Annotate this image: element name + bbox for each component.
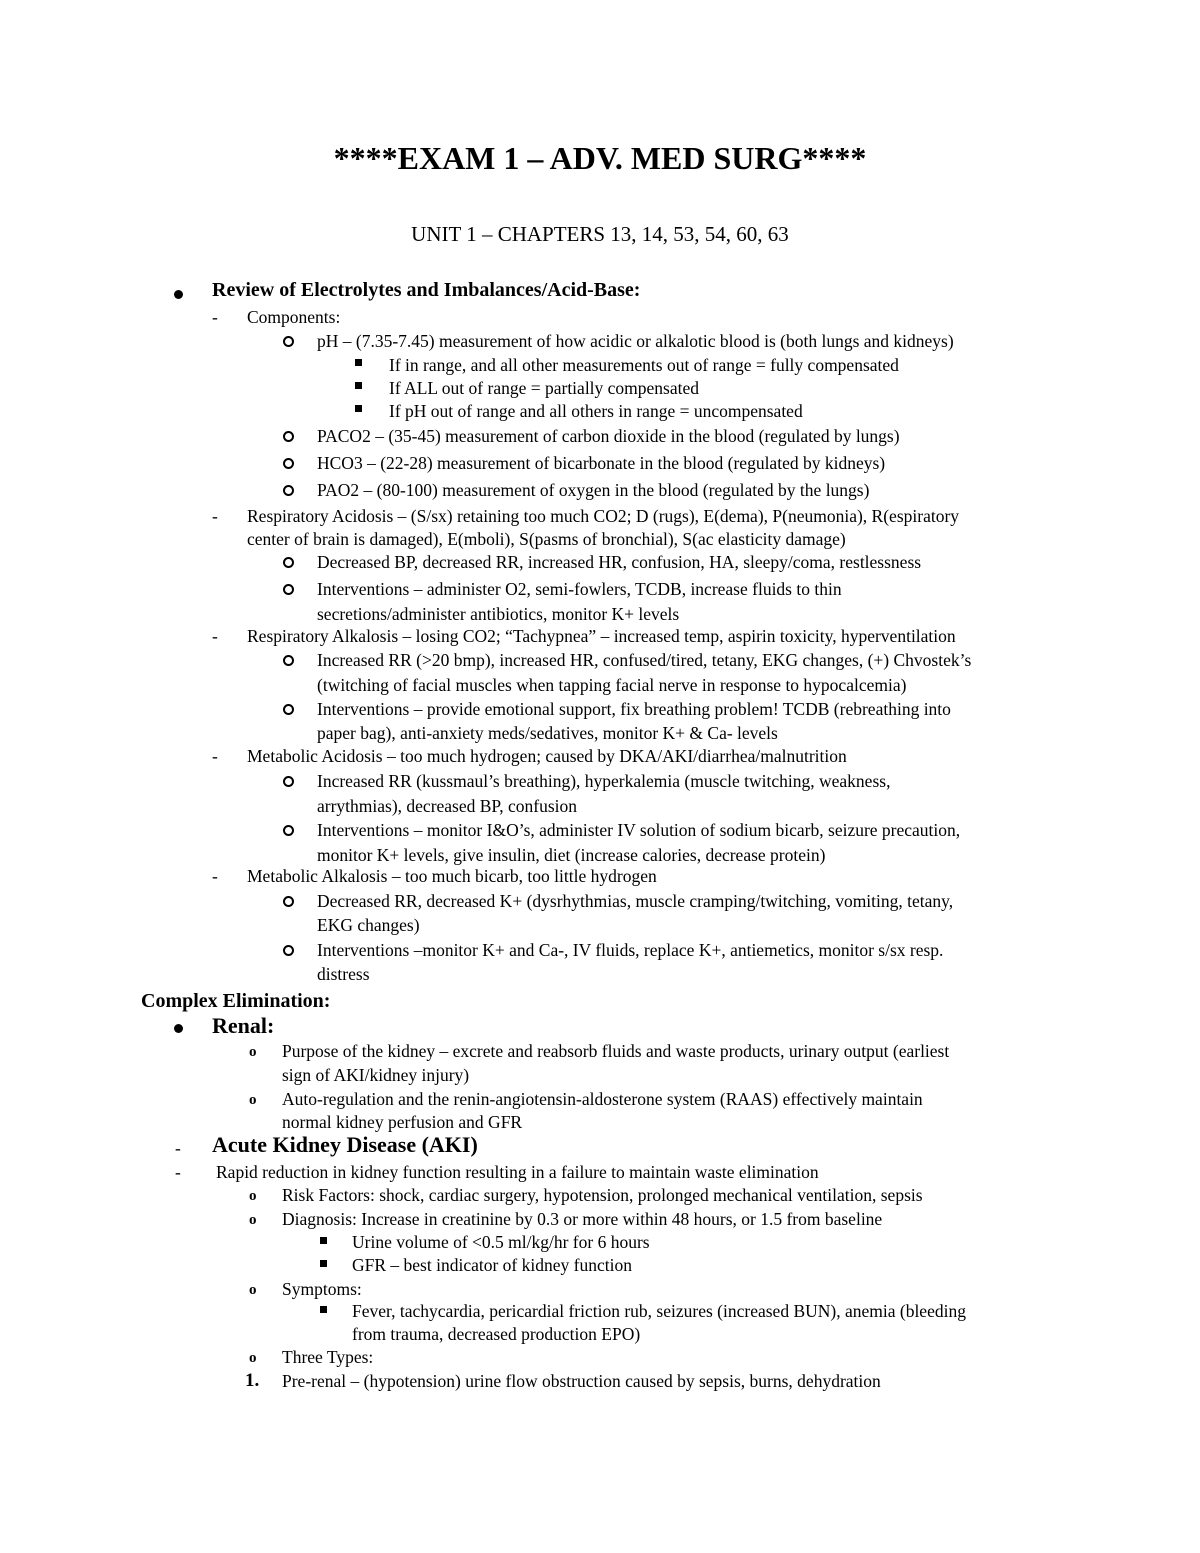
o-marker: o — [249, 1092, 257, 1108]
aki-types-label: Three Types: — [282, 1347, 374, 1367]
bullet-ring-icon — [283, 485, 294, 496]
met-acidosis-symptoms: Increased RR (kussmaul’s breathing), hyperkalemia (muscle twitching, weakness, — [317, 771, 891, 791]
pao2-line: PAO2 – (80-100) measurement of oxygen in the blood (regulated by the lungs) — [317, 480, 870, 500]
paco2-line: PACO2 – (35-45) measurement of carbon dioxide in the blood (regulated by lungs) — [317, 426, 900, 446]
met-alkalosis-line: Metabolic Alkalosis – too much bicarb, too little hydrogen — [247, 866, 657, 886]
dash-marker: - — [175, 1138, 181, 1158]
bullet-ring-icon — [283, 776, 294, 787]
aki-symptoms-label: Symptoms: — [282, 1279, 362, 1299]
met-alkalosis-interventions: distress — [317, 964, 370, 984]
resp-alkalosis-interventions: paper bag), anti-anxiety meds/sedatives, monitor K+ & Ca- levels — [317, 723, 778, 743]
dash-marker: - — [212, 866, 218, 886]
ph-rule: If in range, and all other measurements out of range = fully compensated — [389, 355, 899, 375]
o-marker: o — [249, 1044, 257, 1060]
components-label: Components: — [247, 307, 341, 327]
renal-heading: Renal: — [212, 1013, 275, 1038]
renal-purpose: sign of AKI/kidney injury) — [282, 1065, 470, 1085]
met-acidosis-interventions: Interventions – monitor I&O’s, administer IV solution of sodium bicarb, seizure precaution, — [317, 820, 961, 840]
resp-alkalosis-line: Respiratory Alkalosis – losing CO2; “Tachypnea” – increased temp, aspirin toxicity, hyperventilation — [247, 626, 956, 646]
resp-alkalosis-symptoms: (twitching of facial muscles when tapping facial nerve in response to hypocalcemia) — [317, 675, 907, 695]
dash-marker: - — [212, 626, 218, 646]
bullet-ring-icon — [283, 655, 294, 666]
aki-risk-factors: Risk Factors: shock, cardiac surgery, hypotension, prolonged mechanical ventilation, sepsis — [282, 1185, 923, 1205]
bullet-ring-icon — [283, 557, 294, 568]
type-pre-renal: Pre-renal – (hypotension) urine flow obstruction caused by sepsis, burns, dehydration — [282, 1371, 881, 1391]
bullet-square-icon — [320, 1260, 327, 1267]
page-title: ****EXAM 1 – ADV. MED SURG**** — [333, 140, 867, 176]
bullet-ring-icon — [283, 704, 294, 715]
renal-raas: normal kidney perfusion and GFR — [282, 1112, 523, 1132]
hco3-line: HCO3 – (22-28) measurement of bicarbonate in the blood (regulated by kidneys) — [317, 453, 886, 473]
met-acidosis-interventions: monitor K+ levels, give insulin, diet (increase calories, decrease protein) — [317, 845, 826, 865]
bullet-square-icon — [320, 1237, 327, 1244]
o-marker: o — [249, 1188, 257, 1204]
ph-rule: If pH out of range and all others in range = uncompensated — [389, 401, 803, 421]
renal-raas: Auto-regulation and the renin-angiotensin-aldosterone system (RAAS) effectively maintain — [282, 1089, 923, 1109]
symptom-item: from trauma, decreased production EPO) — [352, 1324, 641, 1344]
aki-definition: Rapid reduction in kidney function resulting in a failure to maintain waste elimination — [216, 1162, 819, 1182]
met-alkalosis-interventions: Interventions –monitor K+ and Ca-, IV fluids, replace K+, antiemetics, monitor s/sx resp. — [317, 940, 944, 960]
o-marker: o — [249, 1212, 257, 1228]
resp-acidosis-interventions: Interventions – administer O2, semi-fowlers, TCDB, increase fluids to thin — [317, 579, 842, 599]
bullet-ring-icon — [283, 336, 294, 347]
bullet-ring-icon — [283, 431, 294, 442]
bullet-ring-icon — [283, 825, 294, 836]
diagnosis-item: Urine volume of <0.5 ml/kg/hr for 6 hours — [352, 1232, 650, 1252]
dash-marker: - — [212, 506, 218, 526]
diagnosis-item: GFR – best indicator of kidney function — [352, 1255, 632, 1275]
bullet-square-icon — [355, 359, 362, 366]
bullet-ring-icon — [283, 945, 294, 956]
bullet-ring-icon — [283, 896, 294, 907]
bullet-disc-icon — [174, 290, 183, 299]
symptom-item: Fever, tachycardia, pericardial friction rub, seizures (increased BUN), anemia (bleeding — [352, 1301, 966, 1321]
bullet-disc-icon — [174, 1024, 183, 1033]
dash-marker: - — [212, 307, 218, 327]
unit-subtitle: UNIT 1 – CHAPTERS 13, 14, 53, 54, 60, 63 — [411, 222, 789, 246]
renal-purpose: Purpose of the kidney – excrete and reabsorb fluids and waste products, urinary output (earliest — [282, 1041, 950, 1061]
bullet-square-icon — [355, 405, 362, 412]
resp-acidosis-line: Respiratory Acidosis – (S/sx) retaining too much CO2; D (rugs), E(dema), P(neumonia), R(espiratory — [247, 506, 960, 526]
resp-alkalosis-symptoms: Increased RR (>20 bmp), increased HR, confused/tired, tetany, EKG changes, (+) Chvostek’s — [317, 650, 972, 670]
ph-line: pH – (7.35-7.45) measurement of how acidic or alkalotic blood is (both lungs and kidneys) — [317, 331, 954, 351]
type-number: 1. — [245, 1370, 260, 1391]
resp-acidosis-interventions: secretions/administer antibiotics, monitor K+ levels — [317, 604, 680, 624]
resp-acidosis-line: center of brain is damaged), E(mboli), S(pasms of bronchial), S(ac elasticity damage) — [247, 529, 846, 549]
bullet-ring-icon — [283, 458, 294, 469]
o-marker: o — [249, 1282, 257, 1298]
bullet-square-icon — [355, 382, 362, 389]
review-heading: Review of Electrolytes and Imbalances/Acid-Base: — [212, 279, 641, 301]
dash-marker: - — [212, 746, 218, 766]
ph-rule: If ALL out of range = partially compensated — [389, 378, 700, 398]
resp-acidosis-symptoms: Decreased BP, decreased RR, increased HR, confusion, HA, sleepy/coma, restlessness — [317, 552, 922, 572]
aki-heading: Acute Kidney Disease (AKI) — [212, 1132, 478, 1157]
met-alkalosis-symptoms: EKG changes) — [317, 915, 420, 935]
bullet-ring-icon — [283, 584, 294, 595]
met-acidosis-line: Metabolic Acidosis – too much hydrogen; caused by DKA/AKI/diarrhea/malnutrition — [247, 746, 847, 766]
dash-marker: - — [175, 1162, 181, 1182]
met-acidosis-symptoms: arrythmias), decreased BP, confusion — [317, 796, 577, 816]
bullet-square-icon — [320, 1306, 327, 1313]
aki-diagnosis: Diagnosis: Increase in creatinine by 0.3 or more within 48 hours, or 1.5 from baseline — [282, 1209, 883, 1229]
o-marker: o — [249, 1350, 257, 1366]
complex-heading: Complex Elimination: — [141, 990, 331, 1012]
resp-alkalosis-interventions: Interventions – provide emotional support, fix breathing problem! TCDB (rebreathing into — [317, 699, 951, 719]
met-alkalosis-symptoms: Decreased RR, decreased K+ (dysrhythmias, muscle cramping/twitching, vomiting, tetany, — [317, 891, 954, 911]
